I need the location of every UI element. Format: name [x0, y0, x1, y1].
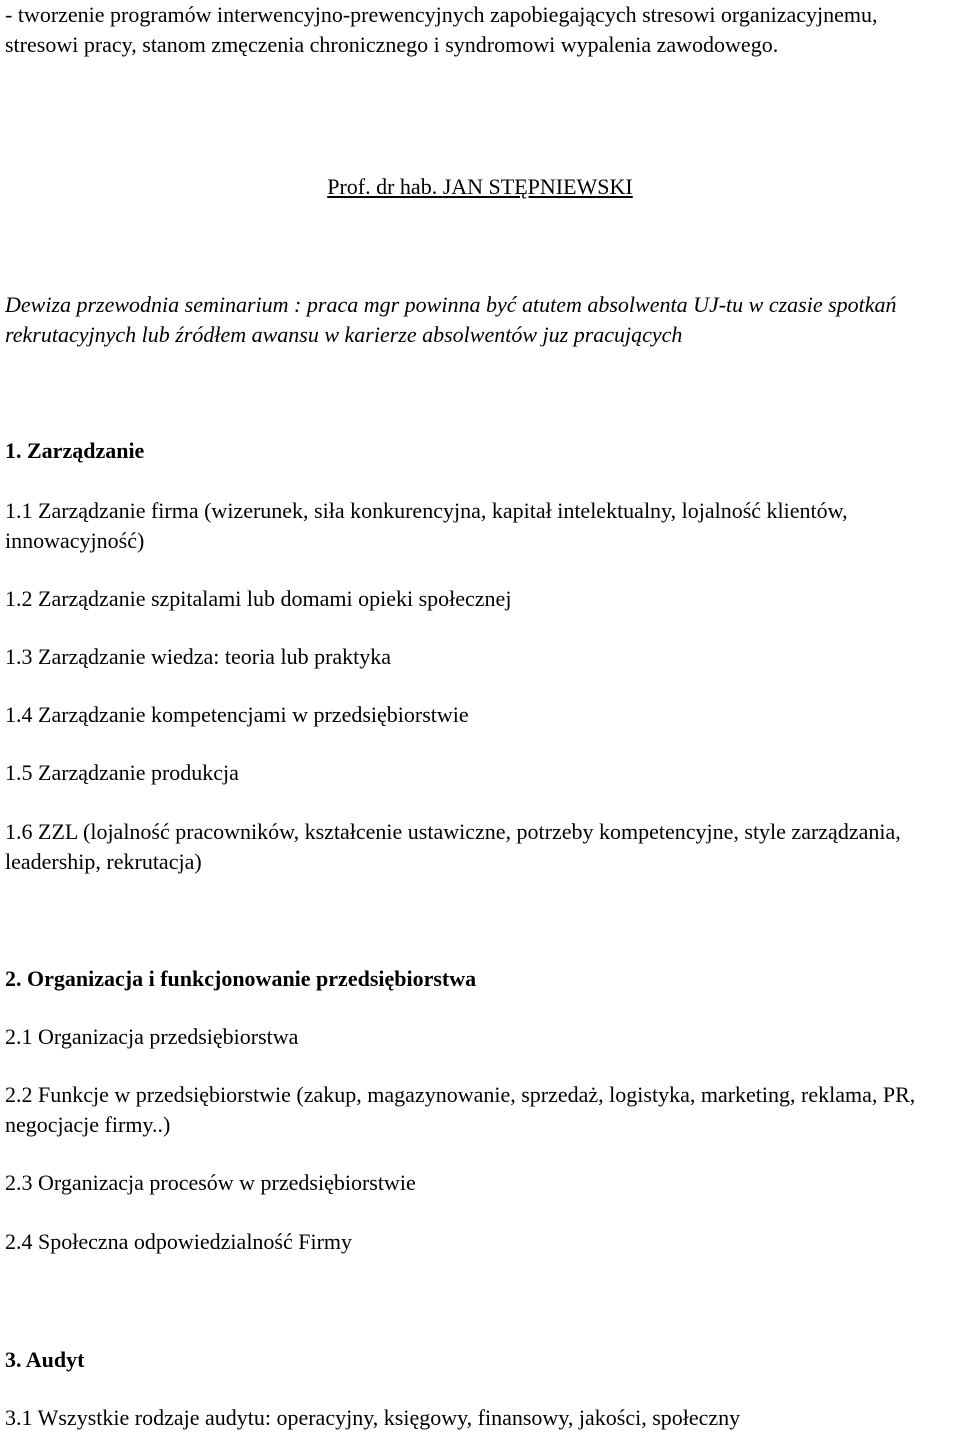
- intro-paragraph: - tworzenie programów interwencyjno-prewencyjnych zapobiegających stresowi organizacyjnemu, stresowi pracy, stanom zmęczenia chronicznego i syndromowi wypalenia zawodowego.: [5, 2, 878, 57]
- section-title: 1. Zarządzanie: [5, 438, 145, 463]
- supervisor-line: [0, 172, 960, 202]
- section-title: 2. Organizacja i funkcjonowanie przedsiębiorstwa: [5, 966, 477, 991]
- list-item: 1.2 Zarządzanie szpitalami lub domami opieki społecznej: [5, 586, 512, 611]
- list-item: 2.4 Społeczna odpowiedzialność Firmy: [5, 1229, 353, 1254]
- seminar-motto: Dewiza przewodnia seminarium : praca mgr powinna być atutem absolwenta UJ-tu w czasie spotkań rekrutacyjnych lub źródłem awansu w karierze absolwentów juz pracujących: [5, 292, 897, 347]
- list-item: 1.1 Zarządzanie firma (wizerunek, siła konkurencyjna, kapitał intelektualny, lojalność klientów, innowacyjność): [5, 498, 848, 553]
- list-item: 2.3 Organizacja procesów w przedsiębiorstwie: [5, 1170, 416, 1195]
- supervisor-name: JAN STĘPNIEWSKI: [442, 174, 633, 199]
- list-item: 1.6 ZZL (lojalność pracowników, kształcenie ustawiczne, potrzeby kompetencyjne, style zarządzania, leadership, rekrutacja): [5, 819, 901, 874]
- list-item: 2.1 Organizacja przedsiębiorstwa: [5, 1024, 299, 1049]
- list-item: 1.4 Zarządzanie kompetencjami w przedsiębiorstwie: [5, 702, 469, 727]
- list-item: 1.3 Zarządzanie wiedza: teoria lub praktyka: [5, 644, 392, 669]
- list-item: 3.1 Wszystkie rodzaje audytu: operacyjny, księgowy, finansowy, jakości, społeczny: [5, 1405, 741, 1430]
- list-item: 1.5 Zarządzanie produkcja: [5, 760, 239, 785]
- supervisor-title: Prof. dr hab.: [327, 174, 438, 199]
- list-item: 2.2 Funkcje w przedsiębiorstwie (zakup, magazynowanie, sprzedaż, logistyka, marketing, reklama, PR, negocjacje firmy..): [5, 1082, 916, 1137]
- section-title: 3. Audyt: [5, 1347, 85, 1372]
